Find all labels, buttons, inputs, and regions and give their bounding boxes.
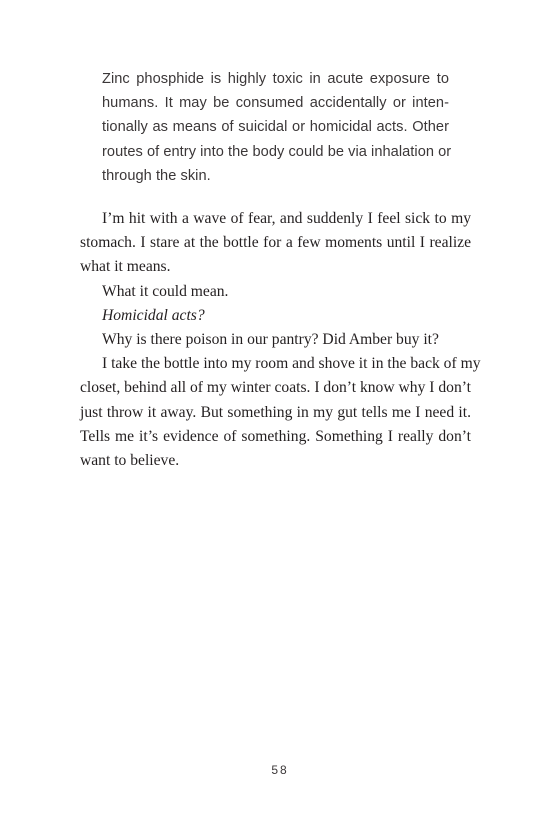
paragraph-line: just throw it away. But something in my gut tells me I need it.: [80, 403, 471, 421]
paragraph-line: Why is there poison in our pantry? Did Amber buy it?: [102, 331, 439, 349]
excerpt-line: humans. It may be consumed accidentally or inten-: [102, 95, 449, 112]
excerpt-line: through the skin.: [102, 167, 211, 184]
paragraph-line: what it means.: [80, 258, 171, 276]
paragraph-line: stomach. I stare at the bottle for a few moments until I realize: [80, 234, 471, 252]
body-text: [80, 207, 481, 473]
paragraph-line: What it could mean.: [102, 282, 229, 300]
excerpt-block: [102, 67, 452, 188]
paragraph-line: Tells me it’s evidence of something. Something I really don’t: [80, 427, 471, 445]
page-number: 58: [271, 763, 289, 777]
paragraph-line: want to believe.: [80, 452, 180, 470]
excerpt-line: Zinc phosphide is highly toxic in acute exposure to: [102, 71, 449, 87]
paragraph-line: I’m hit with a wave of fear, and suddenly I feel sick to my: [102, 210, 471, 227]
paragraph-line: closet, behind all of my winter coats. I don’t know why I don’t: [80, 379, 471, 397]
paragraph-line: I take the bottle into my room and shove it in the back of my: [102, 355, 481, 373]
excerpt-line: tionally as means of suicidal or homicidal acts. Other: [102, 119, 449, 136]
paragraph-line-italic: Homicidal acts?: [102, 306, 205, 324]
excerpt-line: routes of entry into the body could be via inhalation or: [102, 143, 452, 160]
